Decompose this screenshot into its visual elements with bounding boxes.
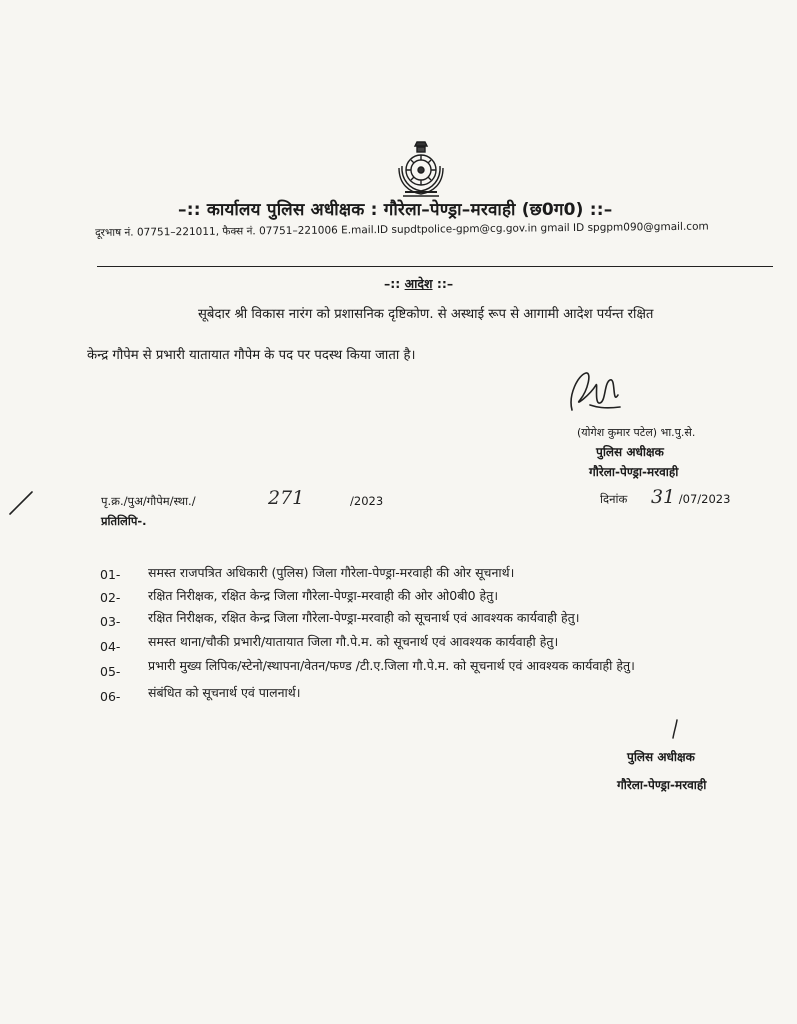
reference-year: /2023 [350,494,384,508]
initial-mark-icon [668,718,682,740]
list-item: समस्त थाना/चौकी प्रभारी/यातायात जिला गौ.पे.म. को सूचनार्थ एवं आवश्यक कार्यवाही हेतु। [148,634,559,649]
date-label: दिनांक [600,492,628,506]
date-day: 31 [650,486,676,508]
order-body-line-2: केन्द्र गौपेम से प्रभारी यातायात गौपेम के पद पर पदस्थ किया जाता है। [87,348,416,363]
footer-designation: पुलिस अधीक्षक [627,750,695,764]
list-item: प्रभारी मुख्य लिपिक/स्टेनो/स्थापना/वेतन/फण्ड /टी.ए.जिला गौ.पे.म. को सूचनार्थ एवं आवश्यक कार्यवाही हेतु। [148,658,635,673]
order-heading-left: –:: [384,276,401,291]
signer-name: (योगेश कुमार पटेल) भा.पु.से. [577,426,696,439]
list-item-number: 06- [100,689,121,704]
list-item-number: 03- [100,614,121,629]
police-emblem-icon [393,140,449,198]
order-body-line-1: सूबेदार श्री विकास नारंग को प्रशासनिक दृष्टिकोण. से अस्थाई रूप से आगामी आदेश पर्यन्त रक्षित [198,307,654,322]
reference-number: 271 [268,487,305,509]
margin-mark-icon [6,488,36,518]
signature-icon [560,365,630,425]
contact-line: दूरभाष नं. 07751–221011, फैक्स नं. 07751–221006 E.mail.ID supdtpolice-gpm@cg.gov.in gmail ID spgpm090@gmail.com [95,220,709,239]
list-item-number: 01- [100,567,121,582]
footer-district: गौरेला-पेण्ड्रा-मरवाही [617,778,707,792]
header-divider [97,266,773,267]
list-item-number: 02- [100,590,121,605]
order-heading-word: आदेश [404,276,433,291]
list-item-number: 05- [100,664,121,679]
signer-district: गौरेला-पेण्ड्रा-मरवाही [589,465,679,479]
date-rest: /07/2023 [678,492,731,506]
order-heading [384,275,453,292]
list-item: रक्षित निरीक्षक, रक्षित केन्द्र जिला गौरेला-पेण्ड्रा-मरवाही को सूचनार्थ एवं आवश्यक कार्यवाही हेतु। [148,610,580,625]
signer-designation: पुलिस अधीक्षक [596,445,664,459]
list-item: रक्षित निरीक्षक, रक्षित केन्द्र जिला गौरेला-पेण्ड्रा-मरवाही की ओर ओ0बी0 हेतु। [148,588,499,603]
office-title: –:: कार्यालय पुलिस अधीक्षक : गौरेला–पेण्ड्रा–मरवाही (छ0ग0) ::– [178,200,613,220]
reference-prefix: पृ.क्र./पुअ/गौपेम/स्था./ [101,494,196,508]
order-heading-right: ::– [436,276,454,291]
list-item: समस्त राजपत्रित अधिकारी (पुलिस) जिला गौरेला-पेण्ड्रा-मरवाही की ओर सूचनार्थ। [148,565,515,580]
copy-label: प्रतिलिपि-. [101,514,147,528]
list-item-number: 04- [100,639,121,654]
list-item: संबंधित को सूचनार्थ एवं पालनार्थ। [148,685,301,700]
date-field [600,486,730,508]
